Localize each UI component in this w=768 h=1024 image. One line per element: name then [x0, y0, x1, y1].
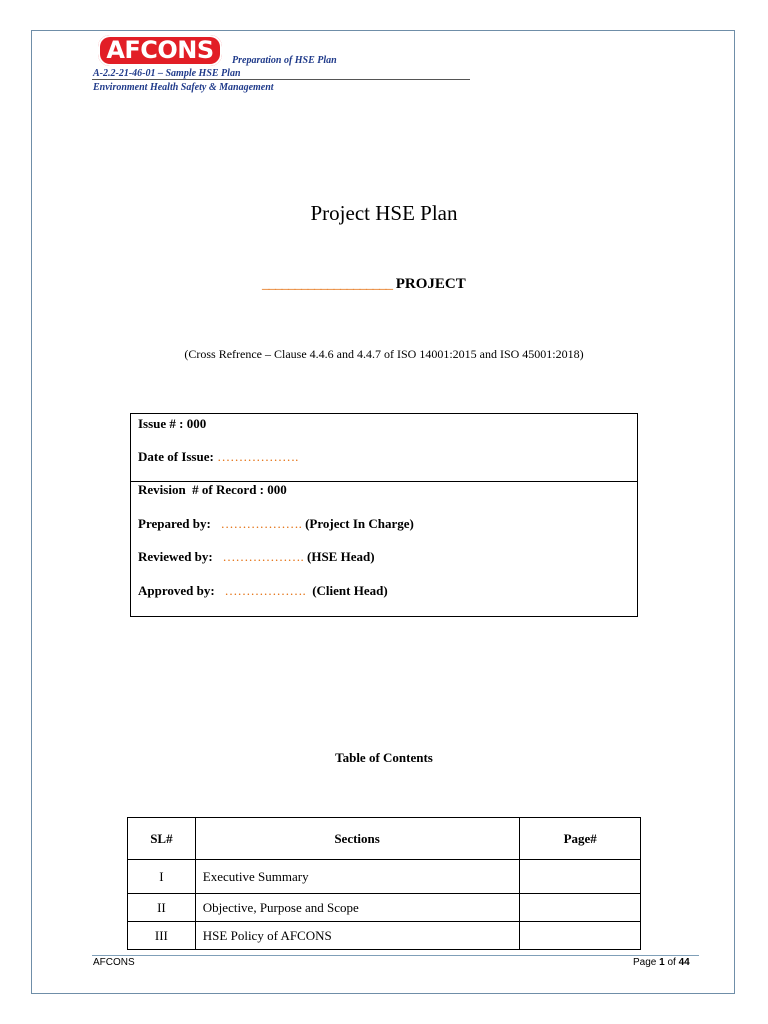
- table-row: [128, 894, 641, 922]
- toc-header-page: Page#: [520, 818, 641, 860]
- project-name-blank: ____________________: [262, 276, 392, 292]
- header-divider: [92, 79, 470, 80]
- footer-divider: [92, 955, 699, 956]
- toc-sl: III: [128, 922, 196, 950]
- table-row: [128, 860, 641, 894]
- prepared-label: Prepared by:: [138, 516, 211, 531]
- table-row: [128, 922, 641, 950]
- footer-page-total: 44: [678, 957, 690, 968]
- toc-title: Table of Contents: [335, 750, 433, 765]
- toc-page: [520, 894, 641, 922]
- footer-page-number: [633, 957, 690, 968]
- project-line: [262, 276, 466, 293]
- afcons-logo: [98, 35, 222, 66]
- footer-page-current: 1: [659, 957, 665, 968]
- toc-table: [127, 817, 641, 950]
- reviewed-role: (HSE Head): [307, 549, 375, 564]
- header-department: Environment Health Safety & Management: [93, 82, 274, 93]
- toc-section: HSE Policy of AFCONS: [195, 922, 520, 950]
- approved-dots: ……………….: [224, 583, 306, 598]
- footer-page-prefix: Page: [633, 957, 657, 968]
- logo-text: AFCONS: [106, 36, 214, 64]
- prepared-by: [138, 516, 414, 532]
- date-of-issue: [138, 449, 298, 465]
- approved-role: (Client Head): [312, 583, 388, 598]
- toc-sl: I: [128, 860, 196, 894]
- header-doc-number: A-2.2-21-46-01 – Sample HSE Plan: [93, 68, 241, 79]
- toc-sl: II: [128, 894, 196, 922]
- approved-by: [138, 583, 388, 599]
- toc-header-sections: Sections: [195, 818, 520, 860]
- prepared-role: (Project In Charge): [305, 516, 414, 531]
- revision-record: Revision # of Record : 000: [138, 482, 287, 497]
- reviewed-label: Reviewed by:: [138, 549, 213, 564]
- cross-reference: (Cross Refrence – Clause 4.4.6 and 4.4.7 of ISO 14001:2015 and ISO 45001:2018): [184, 347, 584, 361]
- toc-header-sl: SL#: [128, 818, 196, 860]
- toc-section: Objective, Purpose and Scope: [195, 894, 520, 922]
- approved-label: Approved by:: [138, 583, 215, 598]
- prepared-dots: ……………….: [220, 516, 302, 531]
- toc-page: [520, 860, 641, 894]
- header-doc-title: Preparation of HSE Plan: [232, 55, 337, 66]
- reviewed-dots: ……………….: [222, 549, 304, 564]
- project-label: PROJECT: [395, 276, 466, 292]
- issue-number: Issue # : 000: [138, 416, 207, 431]
- footer-page-of: of: [667, 957, 676, 968]
- toc-header-row: [128, 818, 641, 860]
- date-value: ……………….: [217, 449, 299, 464]
- date-label: Date of Issue:: [138, 449, 214, 464]
- footer-company: AFCONS: [93, 957, 135, 968]
- record-info-box: [130, 413, 638, 617]
- page-title: Project HSE Plan: [310, 201, 458, 225]
- reviewed-by: [138, 549, 375, 565]
- toc-section: Executive Summary: [195, 860, 520, 894]
- toc-page: [520, 922, 641, 950]
